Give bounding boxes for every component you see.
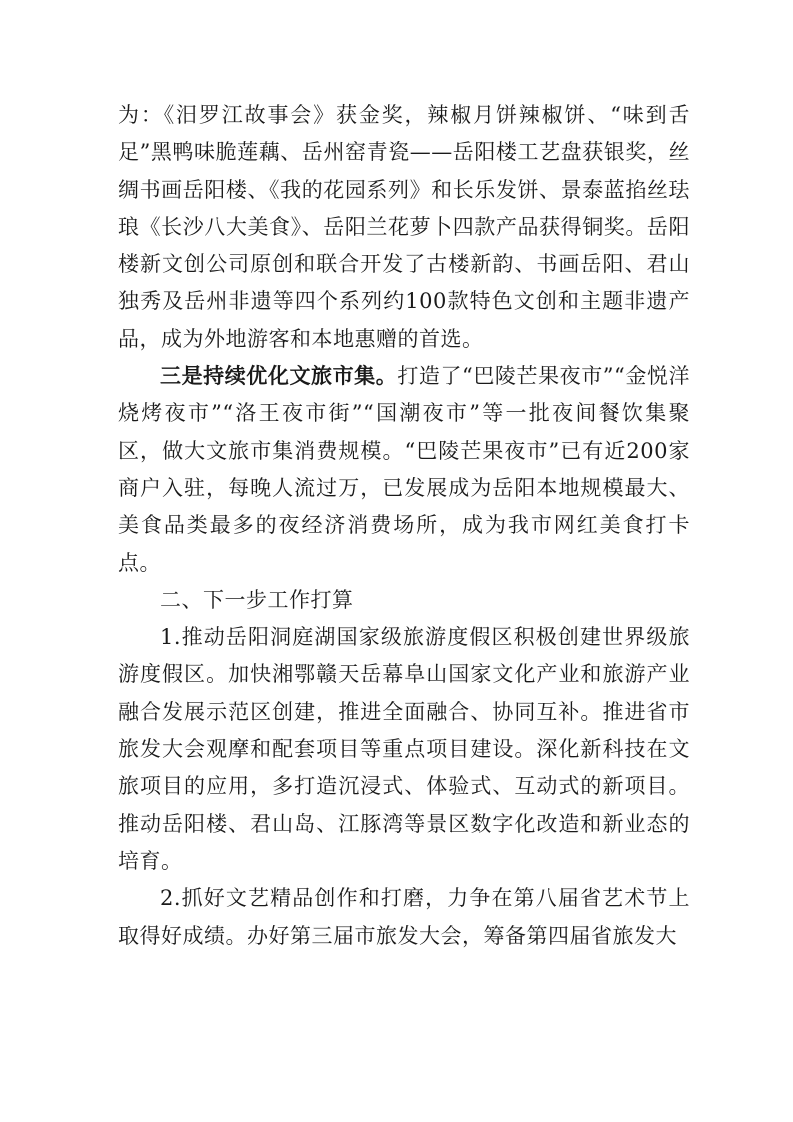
paragraph-text: 打造了“巴陵芒果夜市”“金悦洋烧烤夜市”“洛王夜市街”“国潮夜市”等一批夜间餐饮集聚区，做大文旅市集消费规模。“巴陵芒果夜市”已有近200家商户入驻，每晚人流过万，已发展成为岳阳本地规模最大、美食品类最多的夜经济消费场所，成为我市网红美食打卡点。 — [118, 364, 690, 575]
paragraph-cultural-market — [118, 358, 690, 582]
paragraph-text: 为：《汨罗江故事会》获金奖，辣椒月饼辣椒饼、“味到舌足”黑鸭味脆莲藕、岳州窑青瓷——岳阳楼工艺盘获银奖，丝绸书画岳阳楼、《我的花园系列》和长乐发饼、景泰蓝掐丝珐琅《长沙八大美食》、岳阳兰花萝卜四款产品获得铜奖。岳阳楼新文创公司原创和联合开发了古楼新韵、书画岳阳、君山独秀及岳州非遗等四个系列约100款特色文创和主题非遗产品，成为外地游客和本地惠赠的首选。 — [118, 103, 690, 351]
paragraph-awards — [118, 97, 690, 358]
paragraph-item-1 — [118, 619, 690, 880]
document-body — [118, 97, 690, 955]
paragraph-lead: 三是持续优化文旅市集。 — [160, 364, 398, 389]
paragraph-text: 2.抓好文艺精品创作和打磨，力争在第八届省艺术节上取得好成绩。办好第三届市旅发大会，筹备第四届省旅发大 — [118, 886, 690, 948]
section-heading: 二、下一步工作打算 — [160, 587, 354, 612]
paragraph-item-2 — [118, 880, 690, 955]
paragraph-text: 1.推动岳阳洞庭湖国家级旅游度假区积极创建世界级旅游度假区。加快湘鄂赣天岳幕阜山国家文化产业和旅游产业融合发展示范区创建，推进全面融合、协同互补。推进省市旅发大会观摩和配套项目等重点项目建设。深化新科技在文旅项目的应用，多打造沉浸式、体验式、互动式的新项目。推动岳阳楼、君山岛、江豚湾等景区数字化改造和新业态的培育。 — [118, 625, 690, 873]
